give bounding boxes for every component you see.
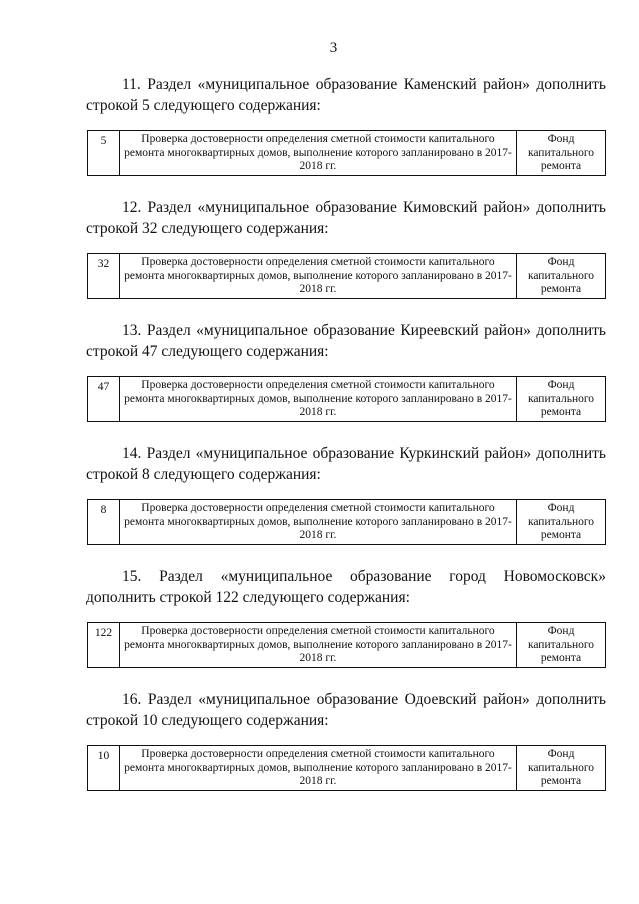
executor-line: ремонта <box>540 529 582 541</box>
executor-line: капитального <box>527 638 595 651</box>
executor-line: Фонд <box>547 748 575 760</box>
row-executor <box>517 623 606 668</box>
executor-line: Фонд <box>547 625 575 637</box>
executor-line: капитального <box>527 269 595 282</box>
amendment-table <box>87 622 606 668</box>
section-14 <box>86 443 606 545</box>
amendment-table <box>87 253 606 299</box>
executor-line: Фонд <box>547 133 575 145</box>
row-number: 47 <box>88 377 120 422</box>
row-description: Проверка достоверности определения сметной стоимости капитального ремонта многоквартирных домов, выполнение которого запланировано в 2017-2018 гг. <box>120 254 517 299</box>
section-15 <box>86 566 606 668</box>
row-description: Проверка достоверности определения сметной стоимости капитального ремонта многоквартирных домов, выполнение которого запланировано в 2017-2018 гг. <box>120 746 517 791</box>
heading-word: Раздел <box>159 568 203 585</box>
executor-line: ремонта <box>540 775 582 787</box>
table-row <box>88 254 606 299</box>
section-heading-line <box>86 566 606 587</box>
executor-line: ремонта <box>540 160 582 172</box>
row-executor <box>517 746 606 791</box>
table-row <box>88 131 606 176</box>
executor-line: капитального <box>527 515 595 528</box>
heading-word: Новомосковск» <box>503 568 606 585</box>
heading-word: «муниципальное <box>220 568 333 585</box>
executor-line: ремонта <box>540 406 582 418</box>
row-description: Проверка достоверности определения сметной стоимости капитального ремонта многоквартирных домов, выполнение которого запланировано в 2017-2018 гг. <box>120 131 517 176</box>
heading-word: образование <box>350 568 432 585</box>
row-number: 32 <box>88 254 120 299</box>
section-heading-rest: дополнить строкой 122 следующего содержания: <box>86 589 410 606</box>
section-heading: 14. Раздел «муниципальное образование Куркинский район» дополнить строкой 8 следующего содержания: <box>86 445 606 483</box>
section-11 <box>86 74 606 176</box>
amendment-table <box>87 745 606 791</box>
row-description: Проверка достоверности определения сметной стоимости капитального ремонта многоквартирных домов, выполнение которого запланировано в 2017-2018 гг. <box>120 377 517 422</box>
section-heading: 16. Раздел «муниципальное образование Одоевский район» дополнить строкой 10 следующего содержания: <box>86 691 606 729</box>
amendment-table <box>87 376 606 422</box>
table-row <box>88 500 606 545</box>
amendment-table <box>87 499 606 545</box>
executor-line: Фонд <box>547 502 575 514</box>
table-row <box>88 746 606 791</box>
page-number: 3 <box>329 40 338 56</box>
executor-line: Фонд <box>547 256 575 268</box>
row-number: 5 <box>88 131 120 176</box>
executor-line: капитального <box>527 761 595 774</box>
row-executor <box>517 131 606 176</box>
heading-word: 15. <box>122 568 142 585</box>
row-number: 122 <box>88 623 120 668</box>
row-number: 10 <box>88 746 120 791</box>
section-heading: 13. Раздел «муниципальное образование Киреевский район» дополнить строкой 47 следующего содержания: <box>86 322 606 360</box>
section-16 <box>86 689 606 791</box>
section-12 <box>86 197 606 299</box>
executor-line: капитального <box>527 146 595 159</box>
executor-line: ремонта <box>540 652 582 664</box>
row-executor <box>517 500 606 545</box>
section-13 <box>86 320 606 422</box>
row-number: 8 <box>88 500 120 545</box>
row-executor <box>517 377 606 422</box>
executor-line: Фонд <box>547 379 575 391</box>
executor-line: капитального <box>527 392 595 405</box>
amendment-table <box>87 130 606 176</box>
row-description: Проверка достоверности определения сметной стоимости капитального ремонта многоквартирных домов, выполнение которого запланировано в 2017-2018 гг. <box>120 500 517 545</box>
section-heading: 12. Раздел «муниципальное образование Кимовский район» дополнить строкой 32 следующего содержания: <box>86 199 606 237</box>
section-heading: 11. Раздел «муниципальное образование Каменский район» дополнить строкой 5 следующего содержания: <box>86 76 606 114</box>
table-row <box>88 377 606 422</box>
table-row <box>88 623 606 668</box>
row-executor <box>517 254 606 299</box>
row-description: Проверка достоверности определения сметной стоимости капитального ремонта многоквартирных домов, выполнение которого запланировано в 2017-2018 гг. <box>120 623 517 668</box>
executor-line: ремонта <box>540 283 582 295</box>
heading-word: город <box>449 568 486 585</box>
